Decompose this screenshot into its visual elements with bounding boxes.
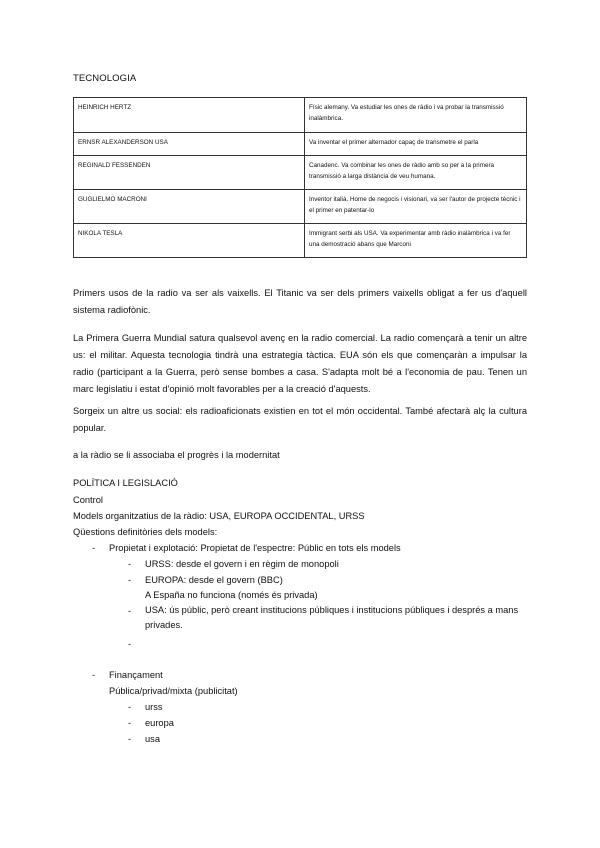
paragraph-first-uses: Primers usos de la radio va ser als vaixells. El Titanic va ser dels primers vaixells obligat a fer us d'aquell sistema radiofònic. bbox=[73, 288, 527, 315]
inventor-name: GUGLIELMO MACRONI bbox=[74, 190, 305, 224]
inventor-name: ERNSR ALEXANDERSON USA bbox=[74, 133, 305, 156]
list-dash: - bbox=[128, 559, 132, 569]
inventor-description: Va inventar el primer alternador capaç de transmetre el parla bbox=[305, 133, 527, 156]
table-row bbox=[74, 156, 527, 190]
list-dash: - bbox=[128, 718, 132, 728]
inventor-name: NIKOLA TESLA bbox=[74, 224, 305, 258]
sub-item-europa: EUROPA: desde el govern (BBC) bbox=[145, 575, 283, 585]
inventor-description: Canadenc. Va combinar les ones de ràdio amb so per a la primera transmissió a larga distància de veu humana. bbox=[305, 156, 527, 190]
fin-item-usa: usa bbox=[145, 734, 160, 744]
financament-note: Pública/privad/mixta (publicitat) bbox=[109, 686, 238, 696]
table-row bbox=[74, 190, 527, 224]
list-item-financament: Finançament bbox=[109, 670, 163, 680]
sub-item-usa: USA: ús públic, però creant institucions públiques i institucions públiques i després a mans privades. bbox=[145, 605, 519, 630]
paragraph-progress: a la ràdio se li associaba el progrès i la modernitat bbox=[73, 450, 280, 460]
paragraph-social-use: Sorgeix un altre us social: els radioaficionats existien en tot el món occidental. També afectarà alç la cultura popular. bbox=[73, 406, 527, 433]
section-title-tecnologia: TECNOLOGIA bbox=[73, 73, 137, 84]
control-heading: Control bbox=[73, 495, 103, 505]
table-row bbox=[74, 133, 527, 156]
fin-item-europa: europa bbox=[145, 718, 174, 728]
section-title-politica: POLÍTICA I LEGISLACIÓ bbox=[73, 478, 178, 488]
sub-item-europa-note: A España no funciona (només és privada) bbox=[145, 590, 318, 600]
inventor-description: Immigrant serbi als USA. Va experimentar amb ràdio inalàmbrica i va fer una demostració abans que Marconi bbox=[305, 224, 527, 258]
list-item-propietat: Propietat i explotació: Propietat de l'espectre: Públic en tots els models bbox=[109, 543, 401, 553]
list-dash: - bbox=[128, 734, 132, 744]
list-dash: - bbox=[92, 670, 96, 680]
table-row bbox=[74, 224, 527, 258]
list-dash: - bbox=[128, 702, 132, 712]
inventor-name: HEINRICH HERTZ bbox=[74, 98, 305, 133]
sub-item-urss: URSS: desde el govern i en règim de monopoli bbox=[145, 559, 339, 569]
list-dash: - bbox=[92, 543, 96, 553]
inventor-description: Físic alemany. Va estudiar les ones de ràdio i va probar la transmissió inalàmbrica. bbox=[305, 98, 527, 133]
questions-line: Qüestions definitòries dels models: bbox=[73, 527, 218, 537]
paragraph-world-war: La Primera Guerra Mundial satura qualsevol avenç en la radio comercial. La radio començarà a tenir un altre us: el militar. Aquesta tecnologia tindrà una estrategia tàctica. EUA són els que començaràn a impulsar la radio (participant a la Guerra, però sense bombes a casa. S'adapta molt bé a l'economia de pau. Tenen un marc legislatiu i estat d'opinió molt favorables per a la creació d'aquests. bbox=[73, 333, 527, 394]
fin-item-urss: urss bbox=[145, 702, 163, 712]
list-dash: - bbox=[128, 639, 132, 649]
list-dash: - bbox=[128, 606, 132, 616]
models-line: Models organitzatius de la ràdio: USA, EUROPA OCCIDENTAL, URSS bbox=[73, 511, 365, 521]
table-row bbox=[74, 98, 527, 133]
inventor-description: Inventor italià. Home de negocis i visionari, va ser l'autor de projecte tècnic i el primer en patentar-lo bbox=[305, 190, 527, 224]
inventor-name: REGINALD FESSENDEN bbox=[74, 156, 305, 190]
tecnologia-table bbox=[73, 97, 527, 258]
list-dash: - bbox=[128, 575, 132, 585]
